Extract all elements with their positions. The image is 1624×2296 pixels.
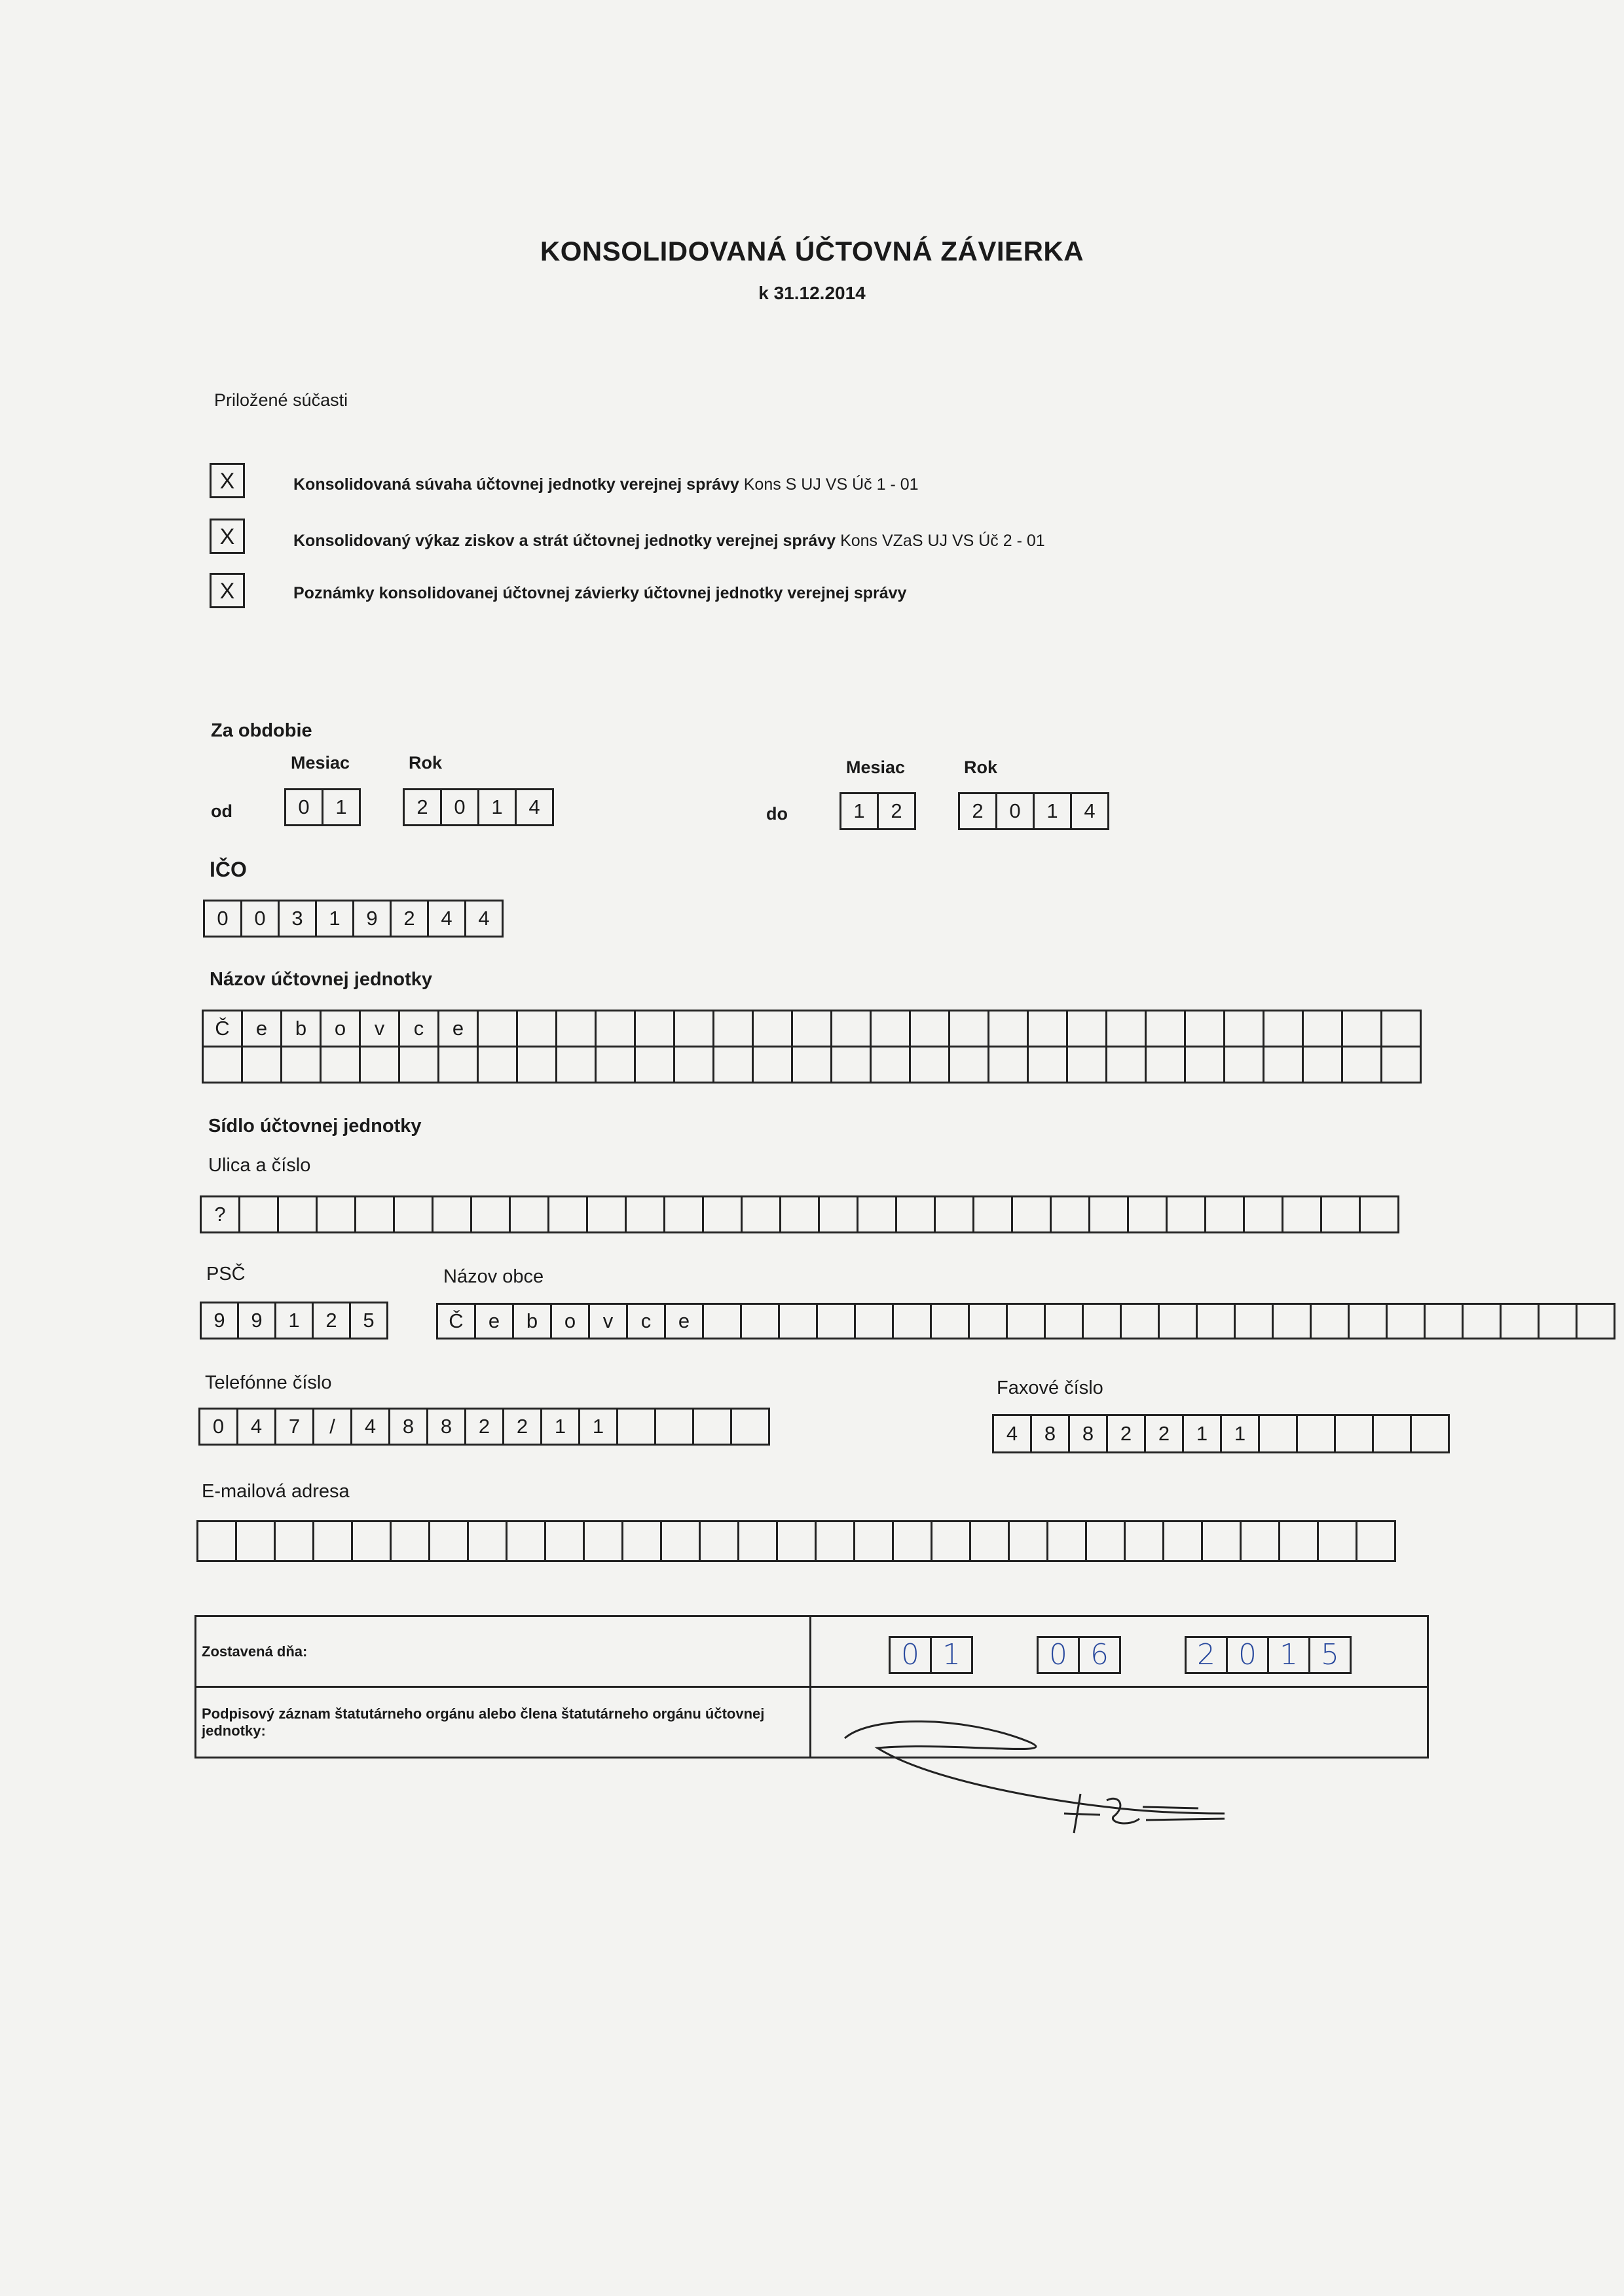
- char-cell[interactable]: [1046, 1520, 1087, 1562]
- char-cell[interactable]: [702, 1195, 743, 1233]
- char-cell[interactable]: [776, 1520, 817, 1562]
- digit-cell[interactable]: 0: [1037, 1636, 1080, 1674]
- digit-cell[interactable]: 0: [995, 792, 1035, 830]
- char-cell[interactable]: c: [626, 1303, 666, 1339]
- char-cell[interactable]: [1341, 1010, 1382, 1048]
- signature-label: Podpisový záznam štatutárneho orgánu alebo člena štatutárneho orgánu účtovnej jednotky:: [196, 1687, 811, 1758]
- char-cell[interactable]: [987, 1046, 1029, 1084]
- signature-drawing: [832, 1702, 1251, 1859]
- char-cell[interactable]: [1124, 1520, 1164, 1562]
- char-cell[interactable]: [316, 1195, 356, 1233]
- char-cell[interactable]: [1105, 1046, 1147, 1084]
- char-cell[interactable]: [1120, 1303, 1160, 1339]
- digit-cell[interactable]: 0: [889, 1636, 932, 1674]
- char-cell[interactable]: [583, 1520, 623, 1562]
- component-label-3: [293, 584, 906, 603]
- char-cell[interactable]: 1: [1182, 1414, 1222, 1453]
- entity-name-row-1[interactable]: [202, 1010, 1422, 1048]
- component-plain-1: Kons S UJ VS Úč 1 - 01: [743, 475, 919, 494]
- char-cell[interactable]: [1204, 1195, 1245, 1233]
- char-cell[interactable]: [1158, 1303, 1198, 1339]
- char-cell[interactable]: [354, 1195, 395, 1233]
- char-cell[interactable]: [1334, 1414, 1374, 1453]
- digit-cell[interactable]: 9: [352, 900, 392, 938]
- char-cell[interactable]: [712, 1046, 754, 1084]
- to-month-field[interactable]: [840, 792, 916, 830]
- char-cell[interactable]: [1027, 1010, 1068, 1048]
- fax-field[interactable]: [992, 1414, 1450, 1453]
- period-label: Za obdobie: [211, 720, 312, 741]
- char-cell[interactable]: [752, 1010, 793, 1048]
- char-cell[interactable]: [1082, 1303, 1122, 1339]
- digit-cell[interactable]: 1: [1033, 792, 1072, 830]
- char-cell[interactable]: [1359, 1195, 1399, 1233]
- digit-cell[interactable]: 1: [1267, 1636, 1310, 1674]
- char-cell[interactable]: [791, 1046, 832, 1084]
- char-cell[interactable]: [1263, 1010, 1304, 1048]
- char-cell[interactable]: o: [320, 1010, 361, 1048]
- char-cell[interactable]: [737, 1520, 778, 1562]
- char-cell[interactable]: [1372, 1414, 1412, 1453]
- char-cell[interactable]: [1127, 1195, 1168, 1233]
- checkbox-notes[interactable]: X: [210, 573, 245, 608]
- entity-name-row-2[interactable]: [202, 1046, 1422, 1084]
- char-cell[interactable]: [730, 1408, 770, 1446]
- char-cell[interactable]: 2: [464, 1408, 504, 1446]
- char-cell[interactable]: b: [280, 1010, 322, 1048]
- char-cell[interactable]: [202, 1046, 243, 1084]
- char-cell[interactable]: [673, 1046, 714, 1084]
- digit-cell[interactable]: 5: [1308, 1636, 1352, 1674]
- digit-cell[interactable]: 5: [349, 1302, 388, 1339]
- char-cell[interactable]: [1050, 1195, 1090, 1233]
- ico-field[interactable]: [203, 900, 504, 938]
- char-cell[interactable]: ?: [200, 1195, 240, 1233]
- to-year-label: Rok: [964, 757, 998, 777]
- to-year-field[interactable]: [958, 792, 1109, 830]
- char-cell[interactable]: 2: [1144, 1414, 1184, 1453]
- phone-label: Telefónne číslo: [205, 1372, 332, 1393]
- char-cell[interactable]: [741, 1195, 781, 1233]
- char-cell[interactable]: [1317, 1520, 1357, 1562]
- char-cell[interactable]: 4: [236, 1408, 276, 1446]
- char-cell[interactable]: [1223, 1010, 1264, 1048]
- char-cell[interactable]: [791, 1010, 832, 1048]
- char-cell[interactable]: v: [588, 1303, 628, 1339]
- char-cell[interactable]: e: [437, 1010, 479, 1048]
- char-cell[interactable]: [1462, 1303, 1502, 1339]
- char-cell[interactable]: [1066, 1046, 1107, 1084]
- char-cell[interactable]: e: [474, 1303, 514, 1339]
- char-cell[interactable]: [1282, 1195, 1322, 1233]
- char-cell[interactable]: [1341, 1046, 1382, 1084]
- digit-cell[interactable]: 2: [312, 1302, 351, 1339]
- char-cell[interactable]: [1576, 1303, 1615, 1339]
- digit-cell[interactable]: 1: [315, 900, 354, 938]
- digit-cell[interactable]: 1: [840, 792, 879, 830]
- component-row-1: [210, 463, 245, 498]
- document-date: k 31.12.2014: [758, 283, 866, 303]
- checkbox-income-statement[interactable]: X: [210, 519, 245, 554]
- char-cell[interactable]: [398, 1046, 439, 1084]
- char-cell[interactable]: [909, 1010, 950, 1048]
- char-cell[interactable]: [1410, 1414, 1450, 1453]
- char-cell[interactable]: 1: [1220, 1414, 1260, 1453]
- component-label-1: [293, 475, 919, 494]
- char-cell[interactable]: [895, 1195, 936, 1233]
- char-cell[interactable]: [393, 1195, 434, 1233]
- char-cell[interactable]: [428, 1520, 469, 1562]
- digit-cell[interactable]: 4: [427, 900, 466, 938]
- component-bold-2: Konsolidovaný výkaz ziskov a strát účtovnej jednotky verejnej správy: [293, 532, 836, 550]
- char-cell[interactable]: [1258, 1414, 1298, 1453]
- char-cell[interactable]: c: [398, 1010, 439, 1048]
- char-cell[interactable]: [1424, 1303, 1464, 1339]
- char-cell[interactable]: [277, 1195, 318, 1233]
- compiled-day-field[interactable]: [889, 1636, 973, 1674]
- char-cell[interactable]: [972, 1195, 1013, 1233]
- char-cell[interactable]: [586, 1195, 627, 1233]
- char-cell[interactable]: [779, 1195, 820, 1233]
- char-cell[interactable]: 8: [1068, 1414, 1108, 1453]
- char-cell[interactable]: [892, 1520, 932, 1562]
- char-cell[interactable]: [351, 1520, 392, 1562]
- char-cell[interactable]: [235, 1520, 276, 1562]
- checkbox-balance-sheet[interactable]: X: [210, 463, 245, 498]
- digit-cell[interactable]: 9: [237, 1302, 276, 1339]
- char-cell[interactable]: 2: [502, 1408, 542, 1446]
- char-cell[interactable]: [930, 1303, 970, 1339]
- to-label: do: [766, 804, 788, 824]
- char-cell[interactable]: 2: [1106, 1414, 1146, 1453]
- char-cell[interactable]: [621, 1520, 662, 1562]
- digit-cell[interactable]: 2: [958, 792, 997, 830]
- char-cell[interactable]: [892, 1303, 932, 1339]
- char-cell[interactable]: [934, 1195, 974, 1233]
- digit-cell[interactable]: 1: [477, 788, 517, 826]
- char-cell[interactable]: 4: [350, 1408, 390, 1446]
- char-cell[interactable]: [699, 1520, 739, 1562]
- char-cell[interactable]: [544, 1520, 585, 1562]
- char-cell[interactable]: 0: [198, 1408, 238, 1446]
- char-cell[interactable]: o: [550, 1303, 590, 1339]
- char-cell[interactable]: [1011, 1195, 1052, 1233]
- digit-cell[interactable]: 6: [1078, 1636, 1121, 1674]
- char-cell[interactable]: e: [241, 1010, 282, 1048]
- digit-cell[interactable]: 1: [930, 1636, 973, 1674]
- char-cell[interactable]: [555, 1010, 597, 1048]
- char-cell[interactable]: [740, 1303, 780, 1339]
- char-cell[interactable]: [1380, 1046, 1422, 1084]
- char-cell[interactable]: [692, 1408, 732, 1446]
- char-cell[interactable]: [778, 1303, 818, 1339]
- digit-cell[interactable]: 0: [284, 788, 323, 826]
- char-cell[interactable]: [870, 1010, 911, 1048]
- digit-cell[interactable]: 4: [515, 788, 554, 826]
- component-bold-3: Poznámky konsolidovanej účtovnej závierky účtovnej jednotky verejnej správy: [293, 584, 907, 602]
- phone-field[interactable]: [198, 1408, 770, 1446]
- psc-field[interactable]: [200, 1302, 388, 1339]
- char-cell[interactable]: [634, 1046, 675, 1084]
- char-cell[interactable]: [854, 1303, 894, 1339]
- char-cell[interactable]: [702, 1303, 742, 1339]
- char-cell[interactable]: [1310, 1303, 1350, 1339]
- from-year-field[interactable]: [403, 788, 554, 826]
- char-cell[interactable]: [816, 1303, 856, 1339]
- char-cell[interactable]: [1263, 1046, 1304, 1084]
- char-cell[interactable]: [477, 1010, 518, 1048]
- char-cell[interactable]: [1196, 1303, 1236, 1339]
- digit-cell[interactable]: 2: [403, 788, 442, 826]
- digit-cell[interactable]: 9: [200, 1302, 239, 1339]
- char-cell[interactable]: [470, 1195, 511, 1233]
- char-cell[interactable]: [238, 1195, 279, 1233]
- char-cell[interactable]: [1278, 1520, 1319, 1562]
- char-cell[interactable]: [870, 1046, 911, 1084]
- char-cell[interactable]: [830, 1046, 872, 1084]
- to-month-label: Mesiac: [846, 757, 906, 777]
- char-cell[interactable]: [516, 1010, 557, 1048]
- char-cell[interactable]: [1296, 1414, 1336, 1453]
- street-field[interactable]: [200, 1195, 1399, 1233]
- char-cell[interactable]: [1184, 1010, 1225, 1048]
- entity-name-label: Názov účtovnej jednotky: [210, 969, 433, 990]
- char-cell[interactable]: [1386, 1303, 1426, 1339]
- from-month-field[interactable]: [284, 788, 361, 826]
- char-cell[interactable]: Č: [202, 1010, 243, 1048]
- char-cell[interactable]: [1008, 1520, 1048, 1562]
- char-cell[interactable]: 1: [578, 1408, 618, 1446]
- char-cell[interactable]: [948, 1046, 989, 1084]
- digit-cell[interactable]: 2: [390, 900, 429, 938]
- char-cell[interactable]: [1085, 1520, 1126, 1562]
- digit-cell[interactable]: 1: [274, 1302, 314, 1339]
- char-cell[interactable]: [752, 1046, 793, 1084]
- char-cell[interactable]: 8: [426, 1408, 466, 1446]
- char-cell[interactable]: [931, 1520, 971, 1562]
- char-cell[interactable]: [1320, 1195, 1361, 1233]
- char-cell[interactable]: [663, 1195, 704, 1233]
- char-cell[interactable]: [830, 1010, 872, 1048]
- char-cell[interactable]: 1: [540, 1408, 580, 1446]
- component-row-3: [210, 573, 245, 608]
- psc-label: PSČ: [206, 1264, 246, 1285]
- char-cell[interactable]: [815, 1520, 855, 1562]
- char-cell[interactable]: [506, 1520, 546, 1562]
- digit-cell[interactable]: 2: [1185, 1636, 1228, 1674]
- digit-cell[interactable]: 4: [464, 900, 504, 938]
- char-cell[interactable]: [857, 1195, 897, 1233]
- char-cell[interactable]: [818, 1195, 858, 1233]
- char-cell[interactable]: 8: [388, 1408, 428, 1446]
- char-cell[interactable]: [948, 1010, 989, 1048]
- char-cell[interactable]: [555, 1046, 597, 1084]
- char-cell[interactable]: [196, 1520, 237, 1562]
- city-label: Názov obce: [443, 1266, 544, 1287]
- char-cell[interactable]: [1234, 1303, 1274, 1339]
- char-cell[interactable]: [547, 1195, 588, 1233]
- char-cell[interactable]: [1145, 1046, 1186, 1084]
- char-cell[interactable]: [1166, 1195, 1206, 1233]
- from-year-label: Rok: [409, 753, 443, 773]
- char-cell[interactable]: Č: [436, 1303, 476, 1339]
- digit-cell[interactable]: 1: [322, 788, 361, 826]
- char-cell[interactable]: [853, 1520, 894, 1562]
- char-cell[interactable]: [359, 1046, 400, 1084]
- char-cell[interactable]: [968, 1303, 1008, 1339]
- ico-label: IČO: [210, 858, 247, 881]
- char-cell[interactable]: [1302, 1046, 1343, 1084]
- digit-cell[interactable]: 3: [278, 900, 317, 938]
- char-cell[interactable]: [320, 1046, 361, 1084]
- digit-cell[interactable]: 0: [1226, 1636, 1269, 1674]
- from-label: od: [211, 801, 232, 821]
- street-label: Ulica a číslo: [208, 1155, 311, 1176]
- char-cell[interactable]: [595, 1046, 636, 1084]
- char-cell[interactable]: [1162, 1520, 1203, 1562]
- char-cell[interactable]: [280, 1046, 322, 1084]
- char-cell[interactable]: [1240, 1520, 1280, 1562]
- char-cell[interactable]: [654, 1408, 694, 1446]
- char-cell[interactable]: [1538, 1303, 1578, 1339]
- char-cell[interactable]: [1201, 1520, 1242, 1562]
- compiled-date-cell: [811, 1616, 1428, 1687]
- compiled-date-label: Zostavená dňa:: [196, 1616, 811, 1687]
- digit-cell[interactable]: 2: [877, 792, 916, 830]
- char-cell[interactable]: [1356, 1520, 1396, 1562]
- char-cell[interactable]: [625, 1195, 665, 1233]
- document-title: KONSOLIDOVANÁ ÚČTOVNÁ ZÁVIERKA: [540, 236, 1084, 266]
- char-cell[interactable]: [616, 1408, 656, 1446]
- char-cell[interactable]: [477, 1046, 518, 1084]
- digit-cell[interactable]: 0: [440, 788, 479, 826]
- char-cell[interactable]: [312, 1520, 353, 1562]
- char-cell[interactable]: [1223, 1046, 1264, 1084]
- char-cell[interactable]: [660, 1520, 701, 1562]
- char-cell[interactable]: [1044, 1303, 1084, 1339]
- char-cell[interactable]: [673, 1010, 714, 1048]
- char-cell[interactable]: [1302, 1010, 1343, 1048]
- char-cell[interactable]: [1500, 1303, 1540, 1339]
- char-cell[interactable]: [987, 1010, 1029, 1048]
- char-cell[interactable]: v: [359, 1010, 400, 1048]
- char-cell[interactable]: [1380, 1010, 1422, 1048]
- char-cell[interactable]: b: [512, 1303, 552, 1339]
- char-cell[interactable]: 8: [1030, 1414, 1070, 1453]
- fax-label: Faxové číslo: [997, 1377, 1103, 1398]
- char-cell[interactable]: [432, 1195, 472, 1233]
- city-field[interactable]: [436, 1303, 1615, 1339]
- char-cell[interactable]: [712, 1010, 754, 1048]
- char-cell[interactable]: [1272, 1303, 1312, 1339]
- char-cell[interactable]: [390, 1520, 430, 1562]
- digit-cell[interactable]: 0: [240, 900, 280, 938]
- char-cell[interactable]: [909, 1046, 950, 1084]
- char-cell[interactable]: [437, 1046, 479, 1084]
- from-month-label: Mesiac: [291, 753, 350, 773]
- char-cell[interactable]: [1184, 1046, 1225, 1084]
- char-cell[interactable]: [595, 1010, 636, 1048]
- component-row-2: [210, 519, 245, 554]
- char-cell[interactable]: [509, 1195, 549, 1233]
- component-label-2: [293, 532, 1045, 551]
- char-cell[interactable]: [1006, 1303, 1046, 1339]
- char-cell[interactable]: 4: [992, 1414, 1032, 1453]
- char-cell[interactable]: [1027, 1046, 1068, 1084]
- email-label: E-mailová adresa: [202, 1481, 350, 1502]
- seat-label: Sídlo účtovnej jednotky: [208, 1116, 422, 1137]
- char-cell[interactable]: e: [664, 1303, 704, 1339]
- char-cell[interactable]: [1243, 1195, 1283, 1233]
- char-cell[interactable]: /: [312, 1408, 352, 1446]
- component-plain-2: Kons VZaS UJ VS Úč 2 - 01: [840, 532, 1045, 550]
- char-cell[interactable]: [1348, 1303, 1388, 1339]
- char-cell[interactable]: [634, 1010, 675, 1048]
- component-bold-1: Konsolidovaná súvaha účtovnej jednotky verejnej správy: [293, 475, 739, 494]
- char-cell[interactable]: [467, 1520, 507, 1562]
- char-cell[interactable]: [516, 1046, 557, 1084]
- char-cell[interactable]: [274, 1520, 314, 1562]
- digit-cell[interactable]: 4: [1070, 792, 1109, 830]
- char-cell[interactable]: [1088, 1195, 1129, 1233]
- compiled-year-field[interactable]: [1185, 1636, 1352, 1674]
- compiled-month-field[interactable]: [1037, 1636, 1121, 1674]
- char-cell[interactable]: [1145, 1010, 1186, 1048]
- char-cell[interactable]: [1105, 1010, 1147, 1048]
- char-cell[interactable]: 7: [274, 1408, 314, 1446]
- char-cell[interactable]: [1066, 1010, 1107, 1048]
- attached-components-label: Priložené súčasti: [214, 390, 348, 410]
- email-field[interactable]: [196, 1520, 1396, 1562]
- digit-cell[interactable]: 0: [203, 900, 242, 938]
- char-cell[interactable]: [241, 1046, 282, 1084]
- char-cell[interactable]: [969, 1520, 1010, 1562]
